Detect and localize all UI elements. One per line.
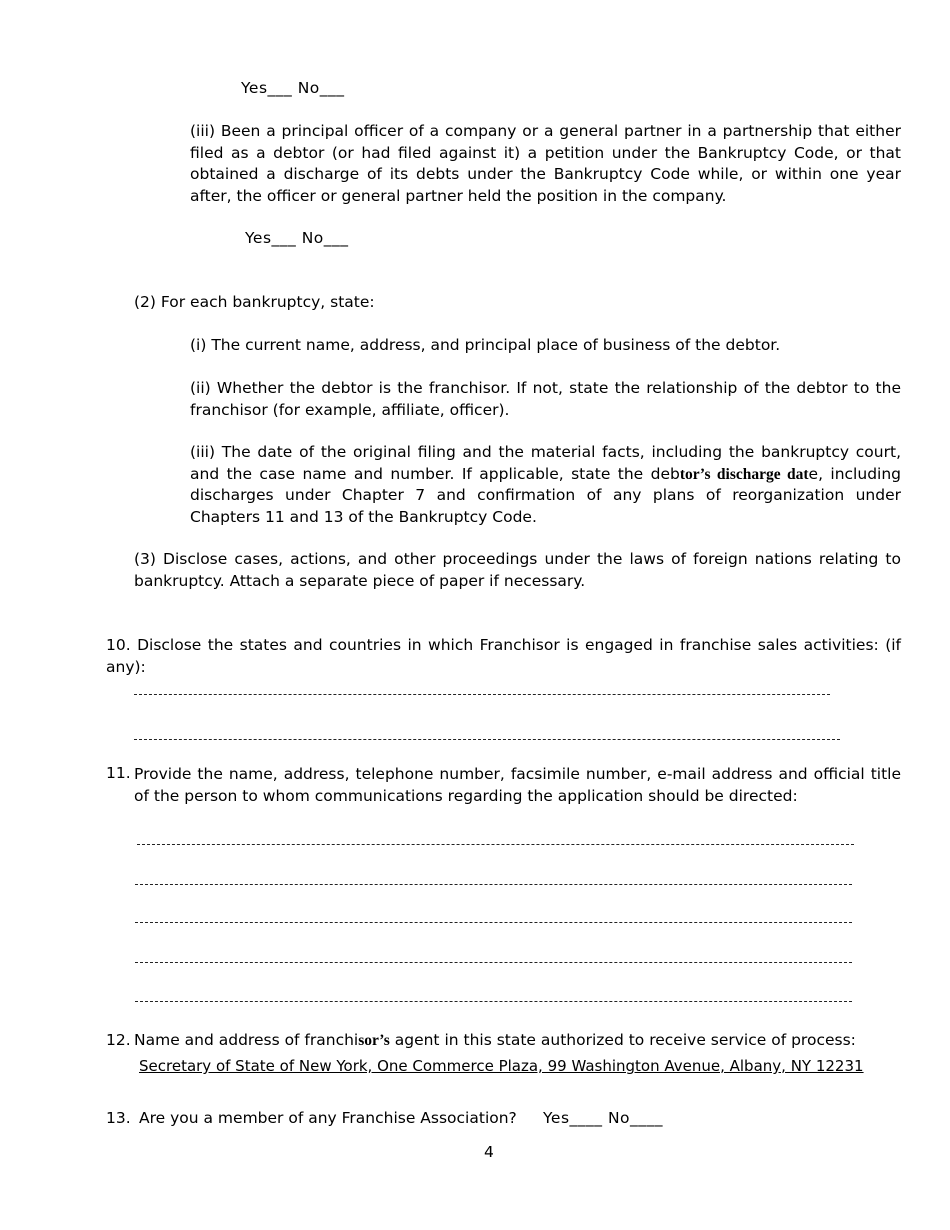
q11-answer-line-4[interactable] [135, 962, 852, 963]
q11-answer-line-5[interactable] [135, 1001, 852, 1002]
question-13-number: 13. [106, 1109, 131, 1127]
q12-text-b: agent in this state authorized to receive service of process: [389, 1031, 856, 1049]
question-12-text [134, 1031, 856, 1050]
q10-answer-line-1[interactable] [134, 694, 830, 695]
question-12-answer: Secretary of State of New York, One Commerce Plaza, 99 Washington Avenue, Albany, NY 12231 [139, 1057, 864, 1075]
yes-no-line-2: Yes___ No___ [245, 229, 349, 247]
question-10-text: 10. Disclose the states and countries in which Franchisor is engaged in franchise sales activities: (if any): [106, 636, 901, 676]
q12-text-a: Name and address of franchi [134, 1031, 359, 1049]
q10-answer-line-2[interactable] [134, 739, 840, 740]
yes-no-line-1: Yes___ No___ [241, 79, 345, 97]
section-2-item-ii: (ii) Whether the debtor is the franchisor. If not, state the relationship of the debtor to the franchisor (for example, affiliate, officer). [190, 379, 901, 419]
question-11-text: Provide the name, address, telephone number, facsimile number, e-mail address and official title of the person to whom communications regarding the application should be directed: [134, 765, 901, 805]
page-number: 4 [484, 1143, 494, 1161]
q11-answer-line-2[interactable] [135, 884, 852, 885]
question-13-text: Are you a member of any Franchise Association? [139, 1109, 517, 1127]
section-2-item-i: (i) The current name, address, and principal place of business of the debtor. [190, 336, 781, 354]
item-iii-text-bold: tor’s discharge dat [679, 465, 809, 483]
question-11-number: 11. [106, 764, 131, 782]
section-3-text: (3) Disclose cases, actions, and other proceedings under the laws of foreign nations relating to bankruptcy. Attach a separate piece of paper if necessary. [134, 550, 901, 590]
item-iii-principal-officer: (iii) Been a principal officer of a company or a general partner in a partnership that either filed as a debtor (or had filed against it) a petition under the Bankruptcy Code, or that obtained a discharge of its debts under the Bankruptcy Code while, or within one year after, the officer or general partner held the position in the company. [190, 122, 901, 205]
section-2-item-iii [190, 442, 901, 528]
q11-answer-line-1[interactable] [137, 844, 854, 845]
item-iii-text-b: e, including discharges under Chapter 7 and confirmation of any plans of reorganization under Chapters 11 and 13 of the Bankruptcy Code. [190, 464, 901, 526]
item-iii-text-a: (iii) The date of the original filing and the material facts, including the bankruptcy court, and the case name and number. If applicable, state the deb [190, 443, 901, 483]
section-2-heading: (2) For each bankruptcy, state: [134, 293, 375, 311]
question-12-number: 12. [106, 1031, 131, 1049]
question-13-yes-no: Yes____ No____ [543, 1109, 664, 1127]
q11-answer-line-3[interactable] [135, 922, 852, 923]
q12-text-bold: sor’s [358, 1032, 390, 1049]
